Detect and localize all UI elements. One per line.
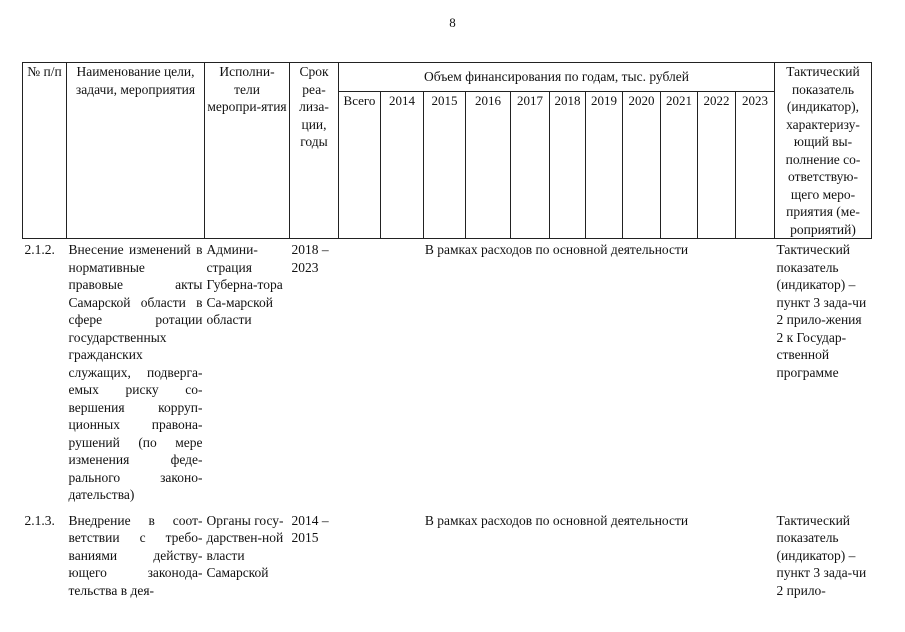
table-row <box>23 239 872 510</box>
header-year-2014: 2014 <box>381 92 424 239</box>
header-executors: Исполни-тели меропри-ятия <box>205 63 290 239</box>
header-year-2017: 2017 <box>511 92 550 239</box>
header-financing: Объем финансирования по годам, тыс. рублей <box>339 63 775 92</box>
row-financing: В рамках расходов по основной деятельности <box>424 512 689 528</box>
header-year-2020: 2020 <box>623 92 661 239</box>
row-name: Внесение изменений в нормативные правовые акты Самарской области в сфере ротации государственных гражданских служащих, подверга-емых риску со-вершения корруп-ционных правона-рушений (по мере изменения феде-рального законо-дательства) <box>68 242 203 502</box>
row-executors: Органы госу-дарствен-ной власти Самарской <box>206 512 284 580</box>
header-year-2018: 2018 <box>550 92 586 239</box>
table-header-row-1 <box>23 63 872 92</box>
header-year-2016: 2016 <box>466 92 511 239</box>
header-indicator: Тактический показатель (индикатор), характеризу-ющий вы-полнение со-ответствую-щего меро-приятия (ме-роприятий) <box>775 63 872 239</box>
header-year-2023: 2023 <box>736 92 775 239</box>
program-table <box>22 62 872 605</box>
header-term: Срок реа-лиза-ции, годы <box>290 63 339 239</box>
header-year-2019: 2019 <box>586 92 623 239</box>
row-term: 2014 – 2015 <box>291 512 329 545</box>
header-num: № п/п <box>23 63 67 239</box>
table-row <box>23 510 872 606</box>
row-term: 2018 – 2023 <box>291 242 329 275</box>
row-financing: В рамках расходов по основной деятельности <box>424 242 689 257</box>
row-indicator: Тактический показатель (индикатор) – пункт 3 зада-чи 2 прило- <box>776 512 867 598</box>
header-name: Наименование цели, задачи, мероприятия <box>67 63 205 239</box>
header-year-2022: 2022 <box>698 92 736 239</box>
row-executors: Админи-страция Губерна-тора Са-марской области <box>206 242 283 327</box>
header-year-total: Всего <box>339 92 381 239</box>
page-number: 8 <box>449 15 456 30</box>
row-name: Внедрение в соот-ветствии с требо-ваниями действу-ющего законода-тельства в дея- <box>68 512 203 598</box>
row-num: 2.1.3. <box>24 512 55 528</box>
header-year-2021: 2021 <box>661 92 698 239</box>
row-num: 2.1.2. <box>24 242 55 257</box>
header-year-2015: 2015 <box>424 92 466 239</box>
row-indicator: Тактический показатель (индикатор) – пункт 3 зада-чи 2 прило-жения 2 к Государ-ственной программе <box>776 242 867 380</box>
